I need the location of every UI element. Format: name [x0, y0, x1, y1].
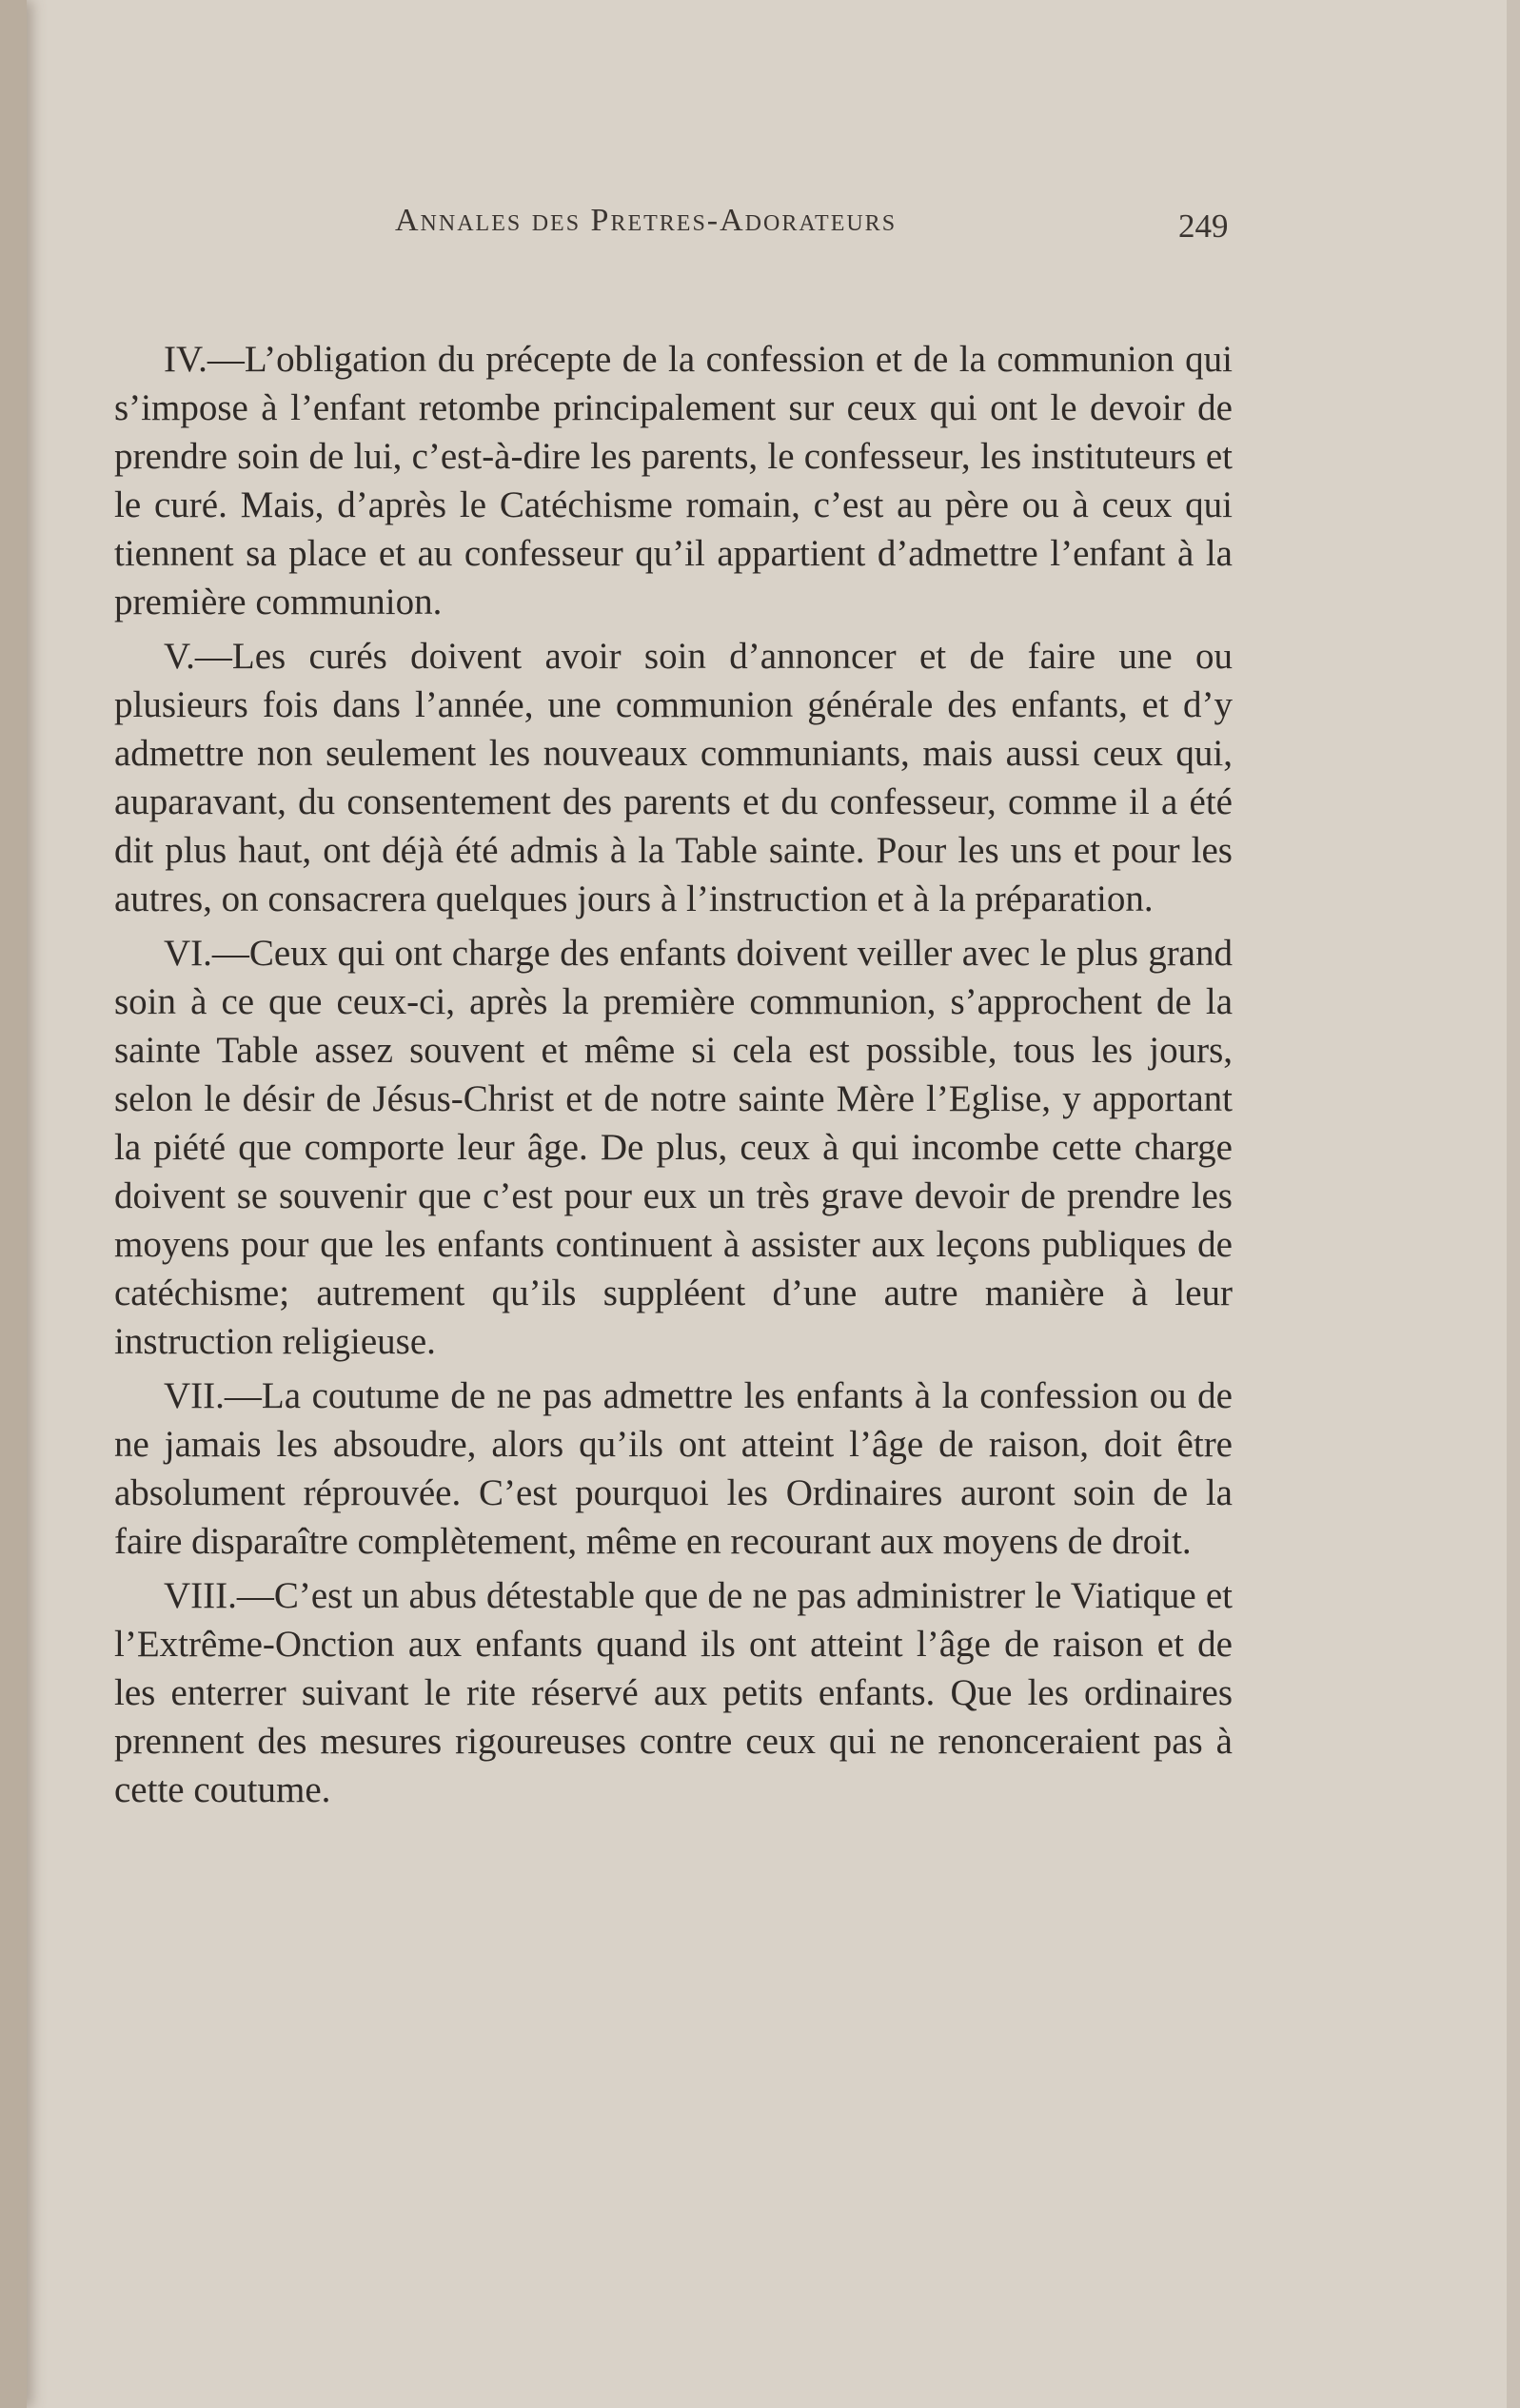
book-gutter	[0, 0, 27, 2408]
page-edge	[1507, 0, 1520, 2408]
page-number: 249	[1178, 207, 1229, 245]
paragraph-vii: VII.—La coutume de ne pas admettre les enfants à la confession ou de ne jamais les absoudre, alors qu’ils ont atteint l’âge de raison, doit être absolument réprouvée. C’est pourquoi les Ordinaires auront soin de la faire disparaître complètement, même en recourant aux moyens de droit.	[114, 1375, 1233, 1562]
paragraph-viii: VIII.—C’est un abus détestable que de ne pas administrer le Viatique et l’Extrême-Onction aux enfants quand ils ont atteint l’âge de raison et de les enterrer suivant le rite réservé aux petits enfants. Que les ordinaires prennent des mesures rigoureuses contre ceux qui ne renonceraient pas à cette coutume.	[114, 1575, 1233, 1810]
paragraph-iv: IV.—L’obligation du précepte de la confession et de la communion qui s’impose à l’enfant retombe principalement sur ceux qui ont le devoir de prendre soin de lui, c’est-à-dire les parents, le confesseur, les instituteurs et le curé. Mais, d’après le Catéchisme romain, c’est au père ou à ceux qui tiennent sa place et au confesseur qu’il appartient d’admettre l’enfant à la première communion.	[114, 339, 1233, 622]
paragraph-vi: VI.—Ceux qui ont charge des enfants doivent veiller avec le plus grand soin à ce que ceux-ci, après la première communion, s’approchent de la sainte Table assez souvent et même si cela est possible, tous les jours, selon le désir de Jésus-Christ et de notre sainte Mère l’Eglise, y apportant la piété que comporte leur âge. De plus, ceux à qui incombe cette charge doivent se souvenir que c’est pour eux un très grave devoir de prendre les moyens pour que les enfants continuent à assister aux leçons publiques de catéchisme; autrement qu’ils suppléent d’une autre manière à leur instruction religieuse.	[114, 933, 1233, 1362]
page-body	[114, 335, 1233, 1820]
running-title: Annales des Pretres-Adorateurs	[395, 203, 898, 238]
paragraph-v: V.—Les curés doivent avoir soin d’annoncer et de faire une ou plusieurs fois dans l’année, une communion générale des enfants, et d’y admettre non seulement les nouveaux communiants, mais aussi ceux qui, auparavant, du consentement des parents et du confesseur, comme il a été dit plus haut, ont déjà été admis à la Table sainte. Pour les uns et pour les autres, on consacrera quelques jours à l’instruction et à la préparation.	[114, 636, 1233, 919]
